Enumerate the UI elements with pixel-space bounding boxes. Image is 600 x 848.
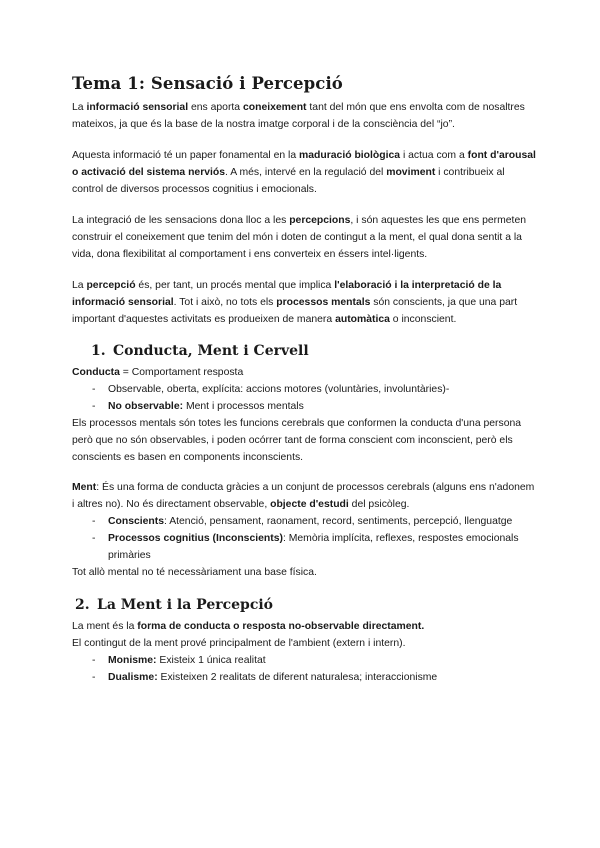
bold-term: percepció <box>86 280 136 291</box>
page-title: Tema 1: Sensació i Percepció <box>72 74 343 93</box>
conducta-definition: Conducta = Comportament resposta <box>72 367 244 378</box>
paragraph-percepcio: La percepció és, per tant, un procés mental que implica l'elaboració i la interpretació de la informació sensorial. Tot i això, no tots els processos mentals són conscients, ja que una part important d'aquestes activitats es produeixen de manera automàtica o inconscient. <box>72 280 518 325</box>
section-1-title: Conducta, Ment i Cervell <box>113 343 309 359</box>
section-2-number: 2. <box>75 597 90 613</box>
bold-term: coneixement <box>242 102 307 113</box>
bold-term: Dualisme: <box>108 672 158 683</box>
contingut-ment-line: El contingut de la ment prové principalment de l'ambient (extern i intern). <box>72 638 406 649</box>
bold-term: automàtica <box>335 314 390 325</box>
bold-term: percepcions <box>289 215 351 226</box>
list-item: - Processos cognitius (Inconscients): Memòria implícita, reflexes, respostes emocionals primàries <box>92 530 538 564</box>
list-item: - Monisme: Existeix 1 única realitat <box>92 652 538 669</box>
bold-term: Conscients <box>108 516 165 527</box>
bold-term: informació sensorial <box>86 102 189 113</box>
bold-term: No observable: <box>108 401 184 412</box>
bold-term: Monisme: <box>108 655 157 666</box>
ment-definition: Ment: És una forma de conducta gràcies a un conjunt de processos cerebrals (alguns ens n'adonem i altres no). No és directament observable, objecte d'estudi del psicòleg. <box>72 482 535 510</box>
bold-term: Conducta <box>72 367 120 378</box>
section-1-number: 1. <box>91 343 106 359</box>
paragraph-integracio: La integració de les sensacions dona lloc a les percepcions, i són aquestes les que ens permeten construir el coneixement que tenim del món i doten de contingut a la ment, el qual dona sentit a la vida, dona flexibilitat al comportament i ens converteix en éssers intel·ligents. <box>72 215 527 260</box>
bold-term: font d'arousal o activació del sistema nerviós <box>72 150 536 178</box>
list-item: - Dualisme: Existeixen 2 realitats de diferent naturalesa; interaccionisme <box>92 669 538 686</box>
bold-term: l'elaboració i la interpretació de la informació sensorial <box>72 280 502 308</box>
bold-term: forma de conducta o resposta no-observable directament. <box>137 621 425 632</box>
bold-term: moviment <box>386 167 436 178</box>
bold-term: maduració biològica <box>299 150 401 161</box>
list-item: - Conscients: Atenció, pensament, raonament, record, sentiments, percepció, llenguatge <box>92 513 538 530</box>
list-item: - No observable: Ment i processos mentals <box>92 398 538 415</box>
bold-term: Ment <box>72 482 97 493</box>
ment-list <box>72 513 538 564</box>
list-item: - Observable, oberta, explícita: accions motores (voluntàries, involuntàries)- <box>92 381 538 398</box>
conducta-list <box>72 381 538 415</box>
ment-forma-line: La ment és la forma de conducta o resposta no-observable directament. <box>72 621 425 632</box>
paragraph-maduracio: Aquesta informació té un paper fonamental en la maduració biològica i actua com a font d'arousal o activació del sistema nerviós. A més, intervé en la regulació del moviment i contribueix al control de diversos processos cognitius i emocionals. <box>72 150 536 195</box>
section-1-heading <box>91 343 538 359</box>
bold-term: processos mentals <box>276 297 371 308</box>
bold-term: Processos cognitius (Inconscients) <box>108 533 283 544</box>
section-2-heading <box>75 597 538 613</box>
processos-mentals-paragraph: Els processos mentals són totes les funcions cerebrals que conformen la conducta d'una persona però que no són observables, i poden ocórrer tant de forma conscient com inconscient, però els conscients es basen en components inconscients. <box>72 418 522 463</box>
bold-term: objecte d'estudi <box>270 499 349 510</box>
section-2-title: La Ment i la Percepció <box>97 597 274 613</box>
base-fisica-paragraph: Tot allò mental no té necessàriament una base física. <box>72 567 317 578</box>
intro-paragraph: La informació sensorial ens aporta coneixement tant del món que ens envolta com de nosaltres mateixos, ja que és la base de la nostra imatge corporal i de la consciència del “jo”. <box>72 102 525 130</box>
realitats-list <box>72 652 538 686</box>
